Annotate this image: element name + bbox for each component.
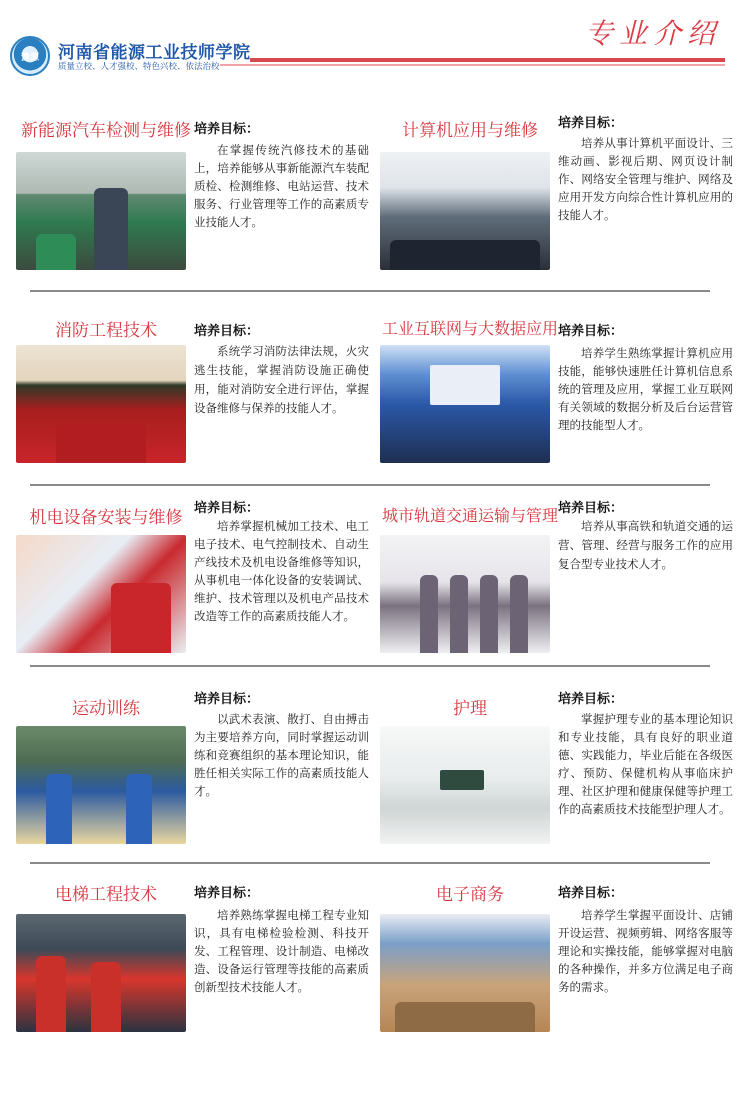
major-photo <box>380 345 550 463</box>
major-name: 工业互联网与大数据应用 <box>381 319 558 338</box>
major-photo <box>380 535 550 653</box>
major-name: 计算机应用与维修 <box>402 121 538 141</box>
major-name: 新能源汽车检测与维修 <box>21 121 191 141</box>
major-name: 护理 <box>453 699 487 719</box>
major-name: 电子商务 <box>436 885 504 905</box>
photo-technician <box>91 962 121 1032</box>
major-photo <box>16 726 186 844</box>
goal-text: 掌握护理专业的基本理论知识和专业技能，具有良好的职业道德、实践能力，毕业后能在各级医疗、预防、保健机构从事临床护理、社区护理和健康保健等护理工作的高素质技术技能型护理人才。 <box>558 712 733 816</box>
major-card <box>16 497 376 667</box>
major-card <box>380 312 740 482</box>
major-photo <box>380 152 550 270</box>
photo-athlete <box>126 774 152 844</box>
row-divider <box>30 290 710 292</box>
photo-attendant <box>450 575 468 653</box>
photo-student <box>111 583 171 653</box>
major-card <box>380 497 740 667</box>
goal-text: 系统学习消防法律法规，火灾逃生技能，掌握消防设施正确使用，能对消防安全进行评估，掌握设备维修与保养的技能人才。 <box>194 344 369 415</box>
photo-blackboard <box>440 770 484 790</box>
row-divider <box>30 862 710 864</box>
goal-text: 培养掌握机械加工技术、电工电子技术、电气控制技术、自动生产线技术及机电设备维修等知识，从事机电一体化设备的安装调试、维护、技术管理以及机电产品技术改造等工作的高素质技能人才。 <box>194 519 369 623</box>
major-card <box>380 688 740 858</box>
logo-text: 豫源 <box>20 53 39 63</box>
major-card <box>380 112 740 282</box>
photo-figure <box>94 188 128 270</box>
photo-fire-truck <box>56 423 146 463</box>
goal-label: 培养目标： <box>558 116 624 131</box>
photo-equipment <box>36 234 76 270</box>
school-logo <box>10 36 50 76</box>
goal-label: 培养目标： <box>558 692 624 707</box>
photo-athlete <box>46 774 72 844</box>
major-photo <box>16 914 186 1032</box>
photo-computers <box>390 240 540 270</box>
goal-label: 培养目标： <box>558 886 624 901</box>
goal-text: 培养从事高铁和轨道交通的运营、管理、经营与服务工作的应用复合型专业技术人才。 <box>558 519 733 571</box>
photo-attendant <box>480 575 498 653</box>
goal-text: 培养学生熟练掌握计算机应用技能，能够快速胜任计算机信息系统的管理及应用，掌握工业互联网有关领域的数据分析及后台运营管理的技能型人才。 <box>558 346 733 432</box>
goal-label: 培养目标： <box>194 886 260 901</box>
major-name: 消防工程技术 <box>55 321 157 341</box>
goal-text: 在掌握传统汽修技术的基础上，培养能够从事新能源汽车装配质检、检测维修、电站运营、技术服务、行业管理等工作的高素质专业技能人才。 <box>194 143 369 229</box>
major-name: 电梯工程技术 <box>55 885 157 905</box>
goal-label: 培养目标： <box>194 692 260 707</box>
major-card <box>16 112 376 282</box>
major-card <box>16 876 376 1046</box>
major-name: 机电设备安装与维修 <box>29 508 183 528</box>
goal-text: 培养熟练掌握电梯工程专业知识，具有电梯检验检测、科技开发、工程管理、设计制造、电梯改造、设备运行管理等技能的高素质创新型技术技能人才。 <box>194 908 369 994</box>
header-rule-thin <box>220 64 725 66</box>
goal-label: 培养目标： <box>194 324 260 339</box>
goal-text: 培养从事计算机平面设计、三维动画、影视后期、网页设计制作、网络安全管理与维护、网络及应用开发方向综合性计算机应用的技能人才。 <box>558 136 733 222</box>
major-name: 运动训练 <box>72 699 140 719</box>
row-divider <box>30 665 710 667</box>
photo-attendant <box>510 575 528 653</box>
photo-technician <box>36 956 66 1032</box>
major-photo <box>16 345 186 463</box>
goal-text: 培养学生掌握平面设计、店铺开设运营、视频剪辑、网络客服等理论和实操技能，能够掌握对电脑的各种操作，并多方位满足电子商务的需求。 <box>558 908 733 994</box>
major-photo <box>380 914 550 1032</box>
goal-label: 培养目标： <box>194 122 260 137</box>
goal-label: 培养目标： <box>194 501 260 516</box>
major-photo <box>16 535 186 653</box>
goal-label: 培养目标： <box>558 324 624 339</box>
header-rule <box>250 58 725 62</box>
major-card <box>380 876 740 1046</box>
section-title: 专业介绍 <box>584 17 721 50</box>
photo-screen <box>430 365 500 405</box>
major-card <box>16 312 376 482</box>
school-name: 河南省能源工业技师学院 <box>58 43 251 63</box>
goal-text: 以武术表演、散打、自由搏击为主要培养方向，同时掌握运动训练和竞赛组织的基本理论知识，能胜任相关实际工作的高素质技能人才。 <box>194 712 369 798</box>
major-card <box>16 688 376 858</box>
goal-label: 培养目标： <box>558 501 624 516</box>
major-photo <box>16 152 186 270</box>
major-photo <box>380 726 550 844</box>
major-name: 城市轨道交通运输与管理 <box>381 506 558 525</box>
row-divider <box>30 484 710 486</box>
school-motto: 质量立校、人才强校、特色兴校、依法治校 <box>58 62 220 72</box>
page-header <box>0 0 743 90</box>
photo-desks <box>395 1002 535 1032</box>
photo-attendant <box>420 575 438 653</box>
